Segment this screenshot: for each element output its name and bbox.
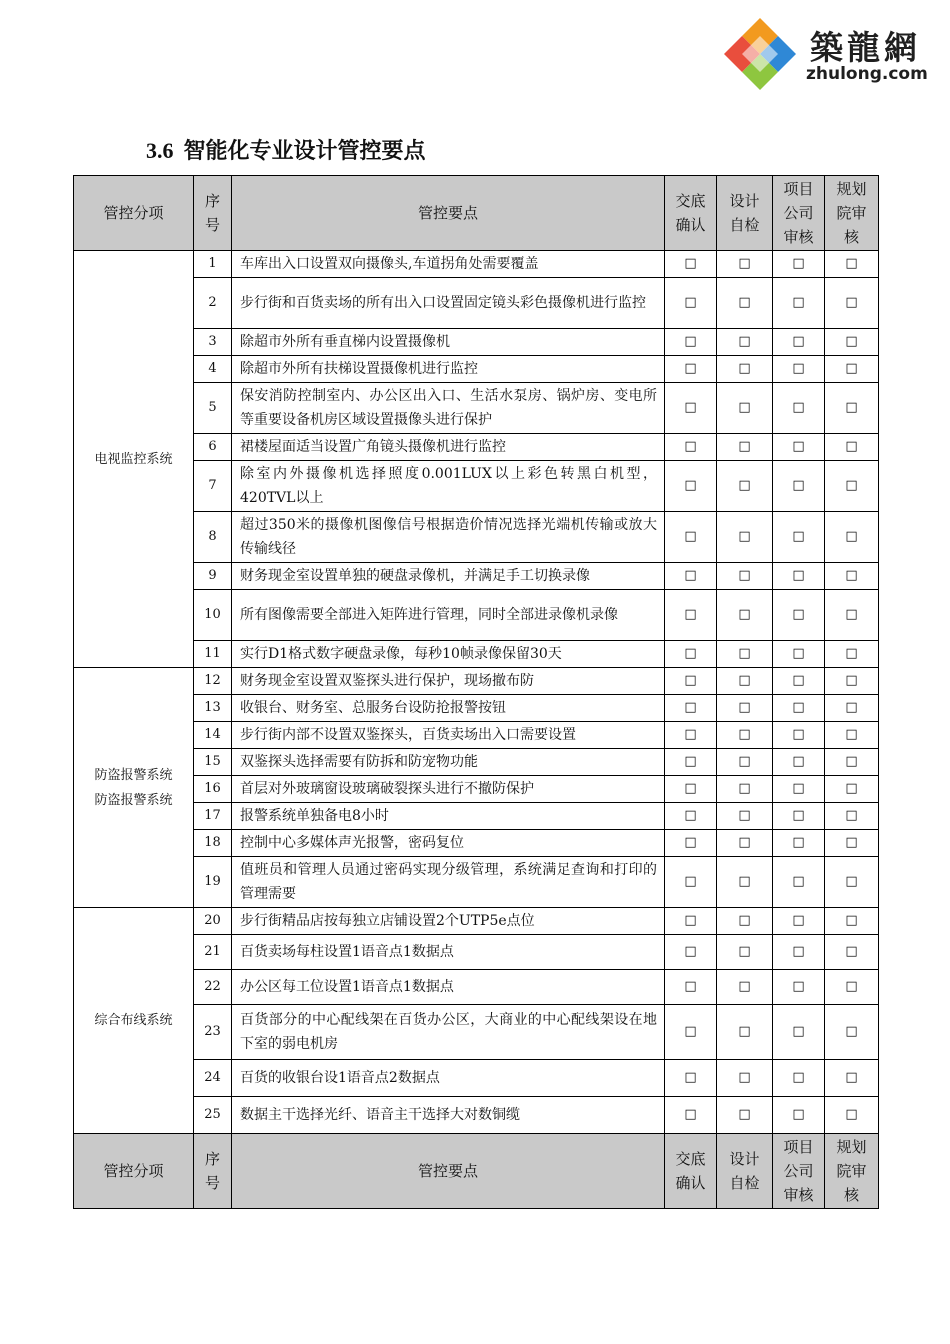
company-review-checkbox[interactable]: □ — [773, 590, 825, 641]
institute-review-checkbox[interactable]: □ — [825, 563, 879, 590]
handover-checkbox[interactable]: □ — [665, 563, 717, 590]
row-number: 22 — [194, 970, 232, 1005]
institute-review-checkbox[interactable]: □ — [825, 251, 879, 278]
logo-diamond-icon — [722, 16, 798, 92]
control-point-text: 车库出入口设置双向摄像头,车道拐角处需要覆盖 — [232, 251, 665, 278]
table-row — [74, 641, 879, 668]
handover-checkbox[interactable]: □ — [665, 434, 717, 461]
design-check-checkbox[interactable]: □ — [717, 776, 773, 803]
institute-review-checkbox[interactable]: □ — [825, 641, 879, 668]
row-number: 4 — [194, 356, 232, 383]
institute-review-checkbox[interactable]: □ — [825, 1097, 879, 1134]
category-cell — [74, 908, 194, 1134]
design-check-checkbox[interactable]: □ — [717, 970, 773, 1005]
row-number: 5 — [194, 383, 232, 434]
table-row — [74, 830, 879, 857]
logo-domain-text: zhulong.com — [806, 64, 928, 84]
control-point-text: 首层对外玻璃窗设玻璃破裂探头进行不撤防保护 — [232, 776, 665, 803]
institute-review-checkbox[interactable]: □ — [825, 668, 879, 695]
design-check-checkbox[interactable]: □ — [717, 908, 773, 935]
header-index: 序 号 — [194, 176, 232, 251]
table-row — [74, 908, 879, 935]
control-point-text: 实行D1格式数字硬盘录像，每秒10帧录像保留30天 — [232, 641, 665, 668]
control-point-text: 收银台、财务室、总服务台设防抢报警按钮 — [232, 695, 665, 722]
row-number: 16 — [194, 776, 232, 803]
design-check-checkbox[interactable]: □ — [717, 278, 773, 329]
footer-point: 管控要点 — [232, 1134, 665, 1209]
control-point-text: 双鉴探头选择需要有防拆和防宠物功能 — [232, 749, 665, 776]
table-row — [74, 695, 879, 722]
design-check-checkbox[interactable]: □ — [717, 749, 773, 776]
institute-review-checkbox[interactable]: □ — [825, 461, 879, 512]
design-check-checkbox[interactable]: □ — [717, 563, 773, 590]
header-design-check: 设计 自检 — [717, 176, 773, 251]
table-row — [74, 251, 879, 278]
company-review-checkbox[interactable]: □ — [773, 251, 825, 278]
row-number: 19 — [194, 857, 232, 908]
design-check-checkbox[interactable]: □ — [717, 641, 773, 668]
company-review-checkbox[interactable]: □ — [773, 434, 825, 461]
control-point-text: 百货的收银台设1语音点2数据点 — [232, 1060, 665, 1097]
section-number: 3.6 — [146, 138, 174, 163]
institute-review-checkbox[interactable]: □ — [825, 329, 879, 356]
row-number: 21 — [194, 935, 232, 970]
company-review-checkbox[interactable]: □ — [773, 383, 825, 434]
row-number: 12 — [194, 668, 232, 695]
company-review-checkbox[interactable]: □ — [773, 1060, 825, 1097]
institute-review-checkbox[interactable]: □ — [825, 776, 879, 803]
design-check-checkbox[interactable]: □ — [717, 935, 773, 970]
institute-review-checkbox[interactable]: □ — [825, 434, 879, 461]
category-label: 综合布线系统 — [94, 1013, 173, 1028]
table-row — [74, 278, 879, 329]
handover-checkbox[interactable]: □ — [665, 278, 717, 329]
handover-checkbox[interactable]: □ — [665, 668, 717, 695]
handover-checkbox[interactable]: □ — [665, 776, 717, 803]
control-point-text: 超过350米的摄像机图像信号根据造价情况选择光端机传输或放大传输线径 — [232, 512, 665, 563]
control-point-text: 保安消防控制室内、办公区出入口、生活水泵房、锅炉房、变电所等重要设备机房区域设置摄像头进行保护 — [232, 383, 665, 434]
row-number: 8 — [194, 512, 232, 563]
handover-checkbox[interactable]: □ — [665, 722, 717, 749]
row-number: 6 — [194, 434, 232, 461]
handover-checkbox[interactable]: □ — [665, 461, 717, 512]
header-company-review: 项目 公司 审核 — [773, 176, 825, 251]
handover-checkbox[interactable]: □ — [665, 641, 717, 668]
control-point-text: 除超市外所有垂直梯内设置摄像机 — [232, 329, 665, 356]
company-review-checkbox[interactable]: □ — [773, 641, 825, 668]
institute-review-checkbox[interactable]: □ — [825, 970, 879, 1005]
footer-index: 序 号 — [194, 1134, 232, 1209]
row-number: 15 — [194, 749, 232, 776]
company-review-checkbox[interactable]: □ — [773, 329, 825, 356]
header-point: 管控要点 — [232, 176, 665, 251]
control-point-text: 百货部分的中心配线架在百货办公区，大商业的中心配线架设在地下室的弱电机房 — [232, 1005, 665, 1060]
control-point-text: 值班员和管理人员通过密码实现分级管理，系统满足查询和打印的管理需要 — [232, 857, 665, 908]
control-point-text: 裙楼屋面适当设置广角镜头摄像机进行监控 — [232, 434, 665, 461]
company-review-checkbox[interactable]: □ — [773, 1097, 825, 1134]
category-label: 电视监控系统 — [94, 451, 173, 467]
institute-review-checkbox[interactable]: □ — [825, 1060, 879, 1097]
row-number: 25 — [194, 1097, 232, 1134]
zhulong-logo — [716, 12, 934, 92]
design-check-checkbox[interactable]: □ — [717, 383, 773, 434]
row-number: 24 — [194, 1060, 232, 1097]
company-review-checkbox[interactable]: □ — [773, 935, 825, 970]
category-label: 防盗报警系统 — [94, 767, 173, 783]
table-row — [74, 329, 879, 356]
handover-checkbox[interactable]: □ — [665, 356, 717, 383]
footer-header-row — [74, 1134, 879, 1209]
row-number: 18 — [194, 830, 232, 857]
design-check-checkbox[interactable]: □ — [717, 803, 773, 830]
row-number: 11 — [194, 641, 232, 668]
logo-chinese-text: 築龍網 — [810, 28, 921, 67]
control-point-text: 步行街精品店按每独立店铺设置2个UTP5e点位 — [232, 908, 665, 935]
company-review-checkbox[interactable]: □ — [773, 278, 825, 329]
institute-review-checkbox[interactable]: □ — [825, 803, 879, 830]
design-check-checkbox[interactable]: □ — [717, 329, 773, 356]
header-category: 管控分项 — [74, 176, 194, 251]
design-check-checkbox[interactable]: □ — [717, 251, 773, 278]
company-review-checkbox[interactable]: □ — [773, 668, 825, 695]
header-row — [74, 176, 879, 251]
company-review-checkbox[interactable]: □ — [773, 857, 825, 908]
design-check-checkbox[interactable]: □ — [717, 1005, 773, 1060]
handover-checkbox[interactable]: □ — [665, 1060, 717, 1097]
institute-review-checkbox[interactable]: □ — [825, 857, 879, 908]
section-heading — [146, 134, 426, 165]
control-point-text: 财务现金室设置双鉴探头进行保护，现场撤布防 — [232, 668, 665, 695]
handover-checkbox[interactable]: □ — [665, 803, 717, 830]
table-row — [74, 776, 879, 803]
institute-review-checkbox[interactable]: □ — [825, 908, 879, 935]
control-point-text: 除室内外摄像机选择照度0.001LUX以上彩色转黑白机型，420TVL以上 — [232, 461, 665, 512]
table-row — [74, 803, 879, 830]
footer-design-check: 设计 自检 — [717, 1134, 773, 1209]
institute-review-checkbox[interactable]: □ — [825, 383, 879, 434]
row-number: 3 — [194, 329, 232, 356]
company-review-checkbox[interactable]: □ — [773, 356, 825, 383]
design-check-checkbox[interactable]: □ — [717, 434, 773, 461]
table-row — [74, 356, 879, 383]
institute-review-checkbox[interactable]: □ — [825, 749, 879, 776]
row-number: 7 — [194, 461, 232, 512]
handover-checkbox[interactable]: □ — [665, 1005, 717, 1060]
table-row — [74, 1005, 879, 1060]
institute-review-checkbox[interactable]: □ — [825, 278, 879, 329]
table-row — [74, 461, 879, 512]
control-point-text: 百货卖场每柱设置1语音点1数据点 — [232, 935, 665, 970]
row-number: 9 — [194, 563, 232, 590]
table-row — [74, 722, 879, 749]
handover-checkbox[interactable]: □ — [665, 695, 717, 722]
design-check-checkbox[interactable]: □ — [717, 1060, 773, 1097]
row-number: 2 — [194, 278, 232, 329]
control-point-text: 步行街和百货卖场的所有出入口设置固定镜头彩色摄像机进行监控 — [232, 278, 665, 329]
handover-checkbox[interactable]: □ — [665, 590, 717, 641]
table-row — [74, 434, 879, 461]
table-row — [74, 1097, 879, 1134]
control-point-text: 数据主干选择光纤、语音主干选择大对数铜缆 — [232, 1097, 665, 1134]
design-check-checkbox[interactable]: □ — [717, 830, 773, 857]
handover-checkbox[interactable]: □ — [665, 383, 717, 434]
footer-institute-review: 规划 院审 核 — [825, 1134, 879, 1209]
institute-review-checkbox[interactable]: □ — [825, 830, 879, 857]
handover-checkbox[interactable]: □ — [665, 329, 717, 356]
design-check-checkbox[interactable]: □ — [717, 1097, 773, 1134]
control-points-table — [73, 175, 879, 1209]
table-row — [74, 383, 879, 434]
company-review-checkbox[interactable]: □ — [773, 461, 825, 512]
institute-review-checkbox[interactable]: □ — [825, 722, 879, 749]
institute-review-checkbox[interactable]: □ — [825, 1005, 879, 1060]
company-review-checkbox[interactable]: □ — [773, 908, 825, 935]
control-point-text: 办公区每工位设置1语音点1数据点 — [232, 970, 665, 1005]
table-row — [74, 668, 879, 695]
handover-checkbox[interactable]: □ — [665, 935, 717, 970]
institute-review-checkbox[interactable]: □ — [825, 512, 879, 563]
handover-checkbox[interactable]: □ — [665, 749, 717, 776]
category-label: 防盗报警系统 — [94, 792, 173, 808]
handover-checkbox[interactable]: □ — [665, 857, 717, 908]
table-row — [74, 512, 879, 563]
institute-review-checkbox[interactable]: □ — [825, 590, 879, 641]
institute-review-checkbox[interactable]: □ — [825, 935, 879, 970]
control-point-text: 除超市外所有扶梯设置摄像机进行监控 — [232, 356, 665, 383]
header-handover: 交底 确认 — [665, 176, 717, 251]
category-cell — [74, 668, 194, 908]
category-cell — [74, 251, 194, 668]
company-review-checkbox[interactable]: □ — [773, 803, 825, 830]
design-check-checkbox[interactable]: □ — [717, 461, 773, 512]
company-review-checkbox[interactable]: □ — [773, 830, 825, 857]
design-check-checkbox[interactable]: □ — [717, 695, 773, 722]
institute-review-checkbox[interactable]: □ — [825, 356, 879, 383]
row-number: 13 — [194, 695, 232, 722]
control-point-text: 控制中心多媒体声光报警，密码复位 — [232, 830, 665, 857]
design-check-checkbox[interactable]: □ — [717, 512, 773, 563]
row-number: 17 — [194, 803, 232, 830]
row-number: 1 — [194, 251, 232, 278]
company-review-checkbox[interactable]: □ — [773, 563, 825, 590]
control-point-text: 所有图像需要全部进入矩阵进行管理，同时全部进录像机录像 — [232, 590, 665, 641]
table-row — [74, 563, 879, 590]
handover-checkbox[interactable]: □ — [665, 1097, 717, 1134]
row-number: 20 — [194, 908, 232, 935]
header-institute-review: 规划 院审 核 — [825, 176, 879, 251]
company-review-checkbox[interactable]: □ — [773, 749, 825, 776]
company-review-checkbox[interactable]: □ — [773, 776, 825, 803]
design-check-checkbox[interactable]: □ — [717, 722, 773, 749]
design-check-checkbox[interactable]: □ — [717, 356, 773, 383]
handover-checkbox[interactable]: □ — [665, 970, 717, 1005]
footer-company-review: 项目 公司 审核 — [773, 1134, 825, 1209]
footer-handover: 交底 确认 — [665, 1134, 717, 1209]
company-review-checkbox[interactable]: □ — [773, 970, 825, 1005]
table-row — [74, 935, 879, 970]
row-number: 14 — [194, 722, 232, 749]
table-row — [74, 970, 879, 1005]
company-review-checkbox[interactable]: □ — [773, 722, 825, 749]
control-point-text: 财务现金室设置单独的硬盘录像机，并满足手工切换录像 — [232, 563, 665, 590]
institute-review-checkbox[interactable]: □ — [825, 695, 879, 722]
row-number: 23 — [194, 1005, 232, 1060]
section-title: 智能化专业设计管控要点 — [183, 138, 426, 164]
handover-checkbox[interactable]: □ — [665, 830, 717, 857]
table-row — [74, 749, 879, 776]
table-row — [74, 1060, 879, 1097]
design-check-checkbox[interactable]: □ — [717, 668, 773, 695]
company-review-checkbox[interactable]: □ — [773, 695, 825, 722]
handover-checkbox[interactable]: □ — [665, 908, 717, 935]
row-number: 10 — [194, 590, 232, 641]
handover-checkbox[interactable]: □ — [665, 512, 717, 563]
design-check-checkbox[interactable]: □ — [717, 857, 773, 908]
control-point-text: 步行街内部不设置双鉴探头，百货卖场出入口需要设置 — [232, 722, 665, 749]
company-review-checkbox[interactable]: □ — [773, 512, 825, 563]
company-review-checkbox[interactable]: □ — [773, 1005, 825, 1060]
control-point-text: 报警系统单独备电8小时 — [232, 803, 665, 830]
table-row — [74, 590, 879, 641]
handover-checkbox[interactable]: □ — [665, 251, 717, 278]
design-check-checkbox[interactable]: □ — [717, 590, 773, 641]
footer-category: 管控分项 — [74, 1134, 194, 1209]
table-row — [74, 857, 879, 908]
